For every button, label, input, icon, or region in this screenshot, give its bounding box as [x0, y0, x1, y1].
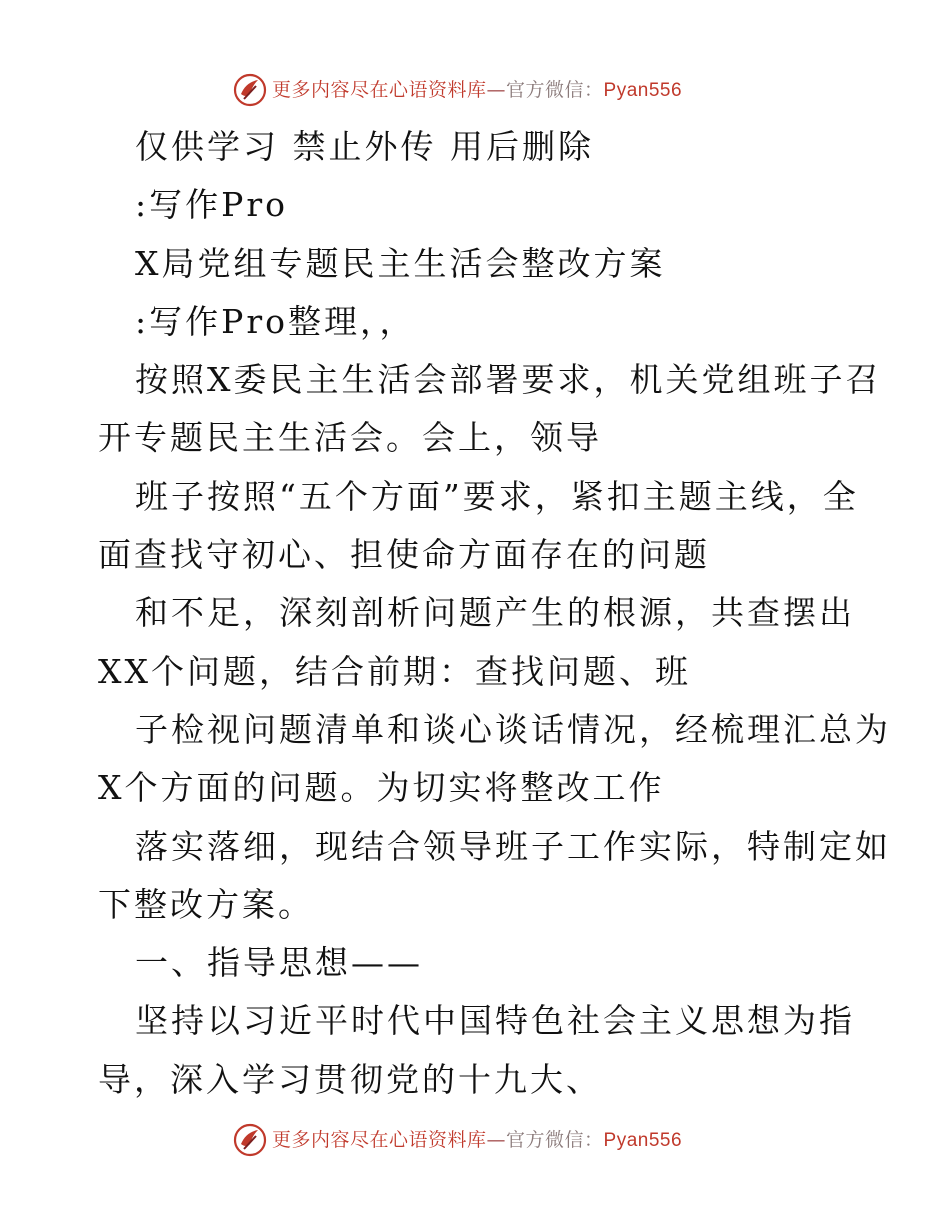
header-banner	[232, 70, 712, 110]
header-banner-wechat: Pyan556	[603, 79, 683, 101]
header-banner-text	[272, 70, 682, 111]
header-banner-official: 官方微信：	[506, 78, 604, 101]
body-line: 仅供学习 禁止外传 用后删除	[135, 127, 594, 166]
body-line: :写作Pro整理，，	[135, 301, 416, 341]
body-line: X局党组专题民主生活会整改方案	[135, 243, 666, 283]
body-line: 班子按照“五个方面”要求，紧扣主题主线，全	[135, 476, 859, 516]
footer-banner-wechat: Pyan556	[603, 1129, 683, 1151]
body-line: 坚持以习近平时代中国特色社会主义思想为指	[135, 1001, 855, 1041]
body-line: 开专题民主生活会。会上，领导	[98, 418, 602, 458]
body-line: XX个问题，结合前期：查找问题、班	[98, 651, 691, 691]
document-body	[98, 118, 891, 1109]
body-line: 和不足，深刻剖析问题产生的根源，共查摆出	[135, 593, 855, 633]
body-line: 面查找守初心、担使命方面存在的问题	[98, 535, 710, 575]
header-banner-dash: —	[486, 78, 507, 101]
body-line: 一、指导思想——	[135, 943, 423, 983]
footer-banner	[232, 1120, 712, 1160]
body-line: 落实落细，现结合领导班子工作实际，特制定如	[135, 826, 891, 866]
footer-banner-dash: —	[486, 1128, 507, 1151]
body-line: 下整改方案。	[98, 884, 314, 924]
body-line: 导，深入学习贯彻党的十九大、	[98, 1059, 602, 1099]
footer-banner-lead: 更多内容尽在心语资料库	[272, 1128, 487, 1151]
brush-logo-icon	[232, 1122, 268, 1158]
body-line: X个方面的问题。为切实将整改工作	[98, 768, 665, 808]
header-banner-lead: 更多内容尽在心语资料库	[272, 78, 487, 101]
body-line: 子检视问题清单和谈心谈话情况，经梳理汇总为	[135, 709, 891, 749]
footer-banner-official: 官方微信：	[506, 1128, 604, 1151]
body-line: 按照X委民主生活会部署要求，机关党组班子召	[135, 360, 882, 400]
body-line: :写作Pro	[135, 185, 288, 225]
footer-banner-text	[272, 1120, 682, 1161]
brush-logo-icon	[232, 72, 268, 108]
